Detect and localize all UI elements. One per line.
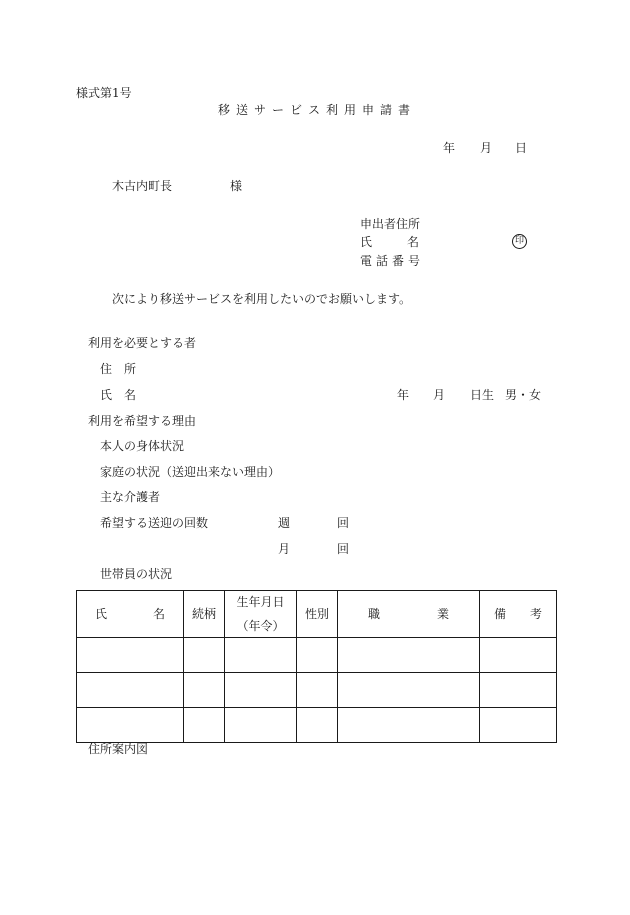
addressee-honorific: 様 <box>230 179 243 193</box>
cell-sex[interactable] <box>297 673 338 708</box>
birth-day-label: 日生 <box>470 388 495 402</box>
cell-occupation[interactable] <box>338 638 480 673</box>
cell-relation[interactable] <box>184 708 225 743</box>
col-name-char-2: 名 <box>152 607 165 621</box>
cell-name[interactable] <box>77 708 184 743</box>
col-name <box>77 591 184 638</box>
cell-relation[interactable] <box>184 673 225 708</box>
cell-birthdate[interactable] <box>225 673 297 708</box>
page-title: 移送サービス利用申請書 <box>218 103 417 117</box>
col-relation: 続柄 <box>184 591 225 638</box>
cell-name[interactable] <box>77 673 184 708</box>
applicant-name-label-2: 名 <box>407 235 420 249</box>
col-occupation <box>338 591 480 638</box>
col-remarks-char-2: 考 <box>529 607 542 621</box>
applicant-phone-label: 電話番号 <box>360 254 425 268</box>
week-times-label: 回 <box>337 516 350 530</box>
table-row <box>77 638 557 673</box>
cell-name[interactable] <box>77 638 184 673</box>
table-row <box>77 708 557 743</box>
map-label: 住所案内図 <box>88 742 149 756</box>
applicant-name-label-1: 氏 <box>360 235 373 249</box>
main-caregiver-label: 主な介護者 <box>100 490 161 504</box>
reason-section-heading: 利用を希望する理由 <box>88 414 197 428</box>
cell-occupation[interactable] <box>338 708 480 743</box>
cell-sex[interactable] <box>297 708 338 743</box>
seal-mark: 印 <box>512 234 527 249</box>
col-sex: 性別 <box>297 591 338 638</box>
family-situation-label: 家庭の状況（送迎出来ない理由） <box>100 465 281 479</box>
user-address-label-2: 所 <box>124 362 137 376</box>
user-address-label-1: 住 <box>100 362 113 376</box>
cell-relation[interactable] <box>184 638 225 673</box>
physical-condition-label: 本人の身体状況 <box>100 439 185 453</box>
cell-remarks[interactable] <box>480 638 557 673</box>
table-row <box>77 673 557 708</box>
cell-sex[interactable] <box>297 638 338 673</box>
cell-occupation[interactable] <box>338 673 480 708</box>
col-occupation-char-1: 職 <box>368 607 381 621</box>
cell-remarks[interactable] <box>480 673 557 708</box>
cell-birthdate[interactable] <box>225 638 297 673</box>
col-name-char-1: 氏 <box>95 607 108 621</box>
date-day-label: 日 <box>515 141 528 155</box>
user-section-heading: 利用を必要とする者 <box>88 336 197 350</box>
col-remarks-char-1: 備 <box>494 607 507 621</box>
birth-month-label: 月 <box>433 388 446 402</box>
col-birthdate-label: 生年月日 <box>236 595 285 609</box>
col-occupation-char-2: 業 <box>436 607 449 621</box>
user-name-label-2: 名 <box>124 388 137 402</box>
col-age-label: （年令） <box>236 619 285 633</box>
desired-frequency-label: 希望する送迎の回数 <box>100 516 209 530</box>
addressee-name: 木古内町長 <box>112 179 173 193</box>
col-remarks <box>480 591 557 638</box>
date-year-label: 年 <box>443 141 456 155</box>
date-month-label: 月 <box>480 141 493 155</box>
per-week-label: 週 <box>278 516 291 530</box>
birth-year-label: 年 <box>397 388 410 402</box>
household-header-row <box>77 591 557 638</box>
cell-birthdate[interactable] <box>225 708 297 743</box>
gender-label: 男・女 <box>505 388 542 402</box>
form-number: 様式第1号 <box>76 86 132 100</box>
household-heading: 世帯員の状況 <box>100 567 173 581</box>
user-name-label-1: 氏 <box>100 388 113 402</box>
household-table <box>76 590 557 743</box>
month-times-label: 回 <box>337 542 350 556</box>
col-birthdate <box>225 591 297 638</box>
per-month-label: 月 <box>278 542 291 556</box>
request-text: 次により移送サービスを利用したいのでお願いします。 <box>112 292 412 306</box>
cell-remarks[interactable] <box>480 708 557 743</box>
applicant-address-label: 申出者住所 <box>360 217 421 231</box>
